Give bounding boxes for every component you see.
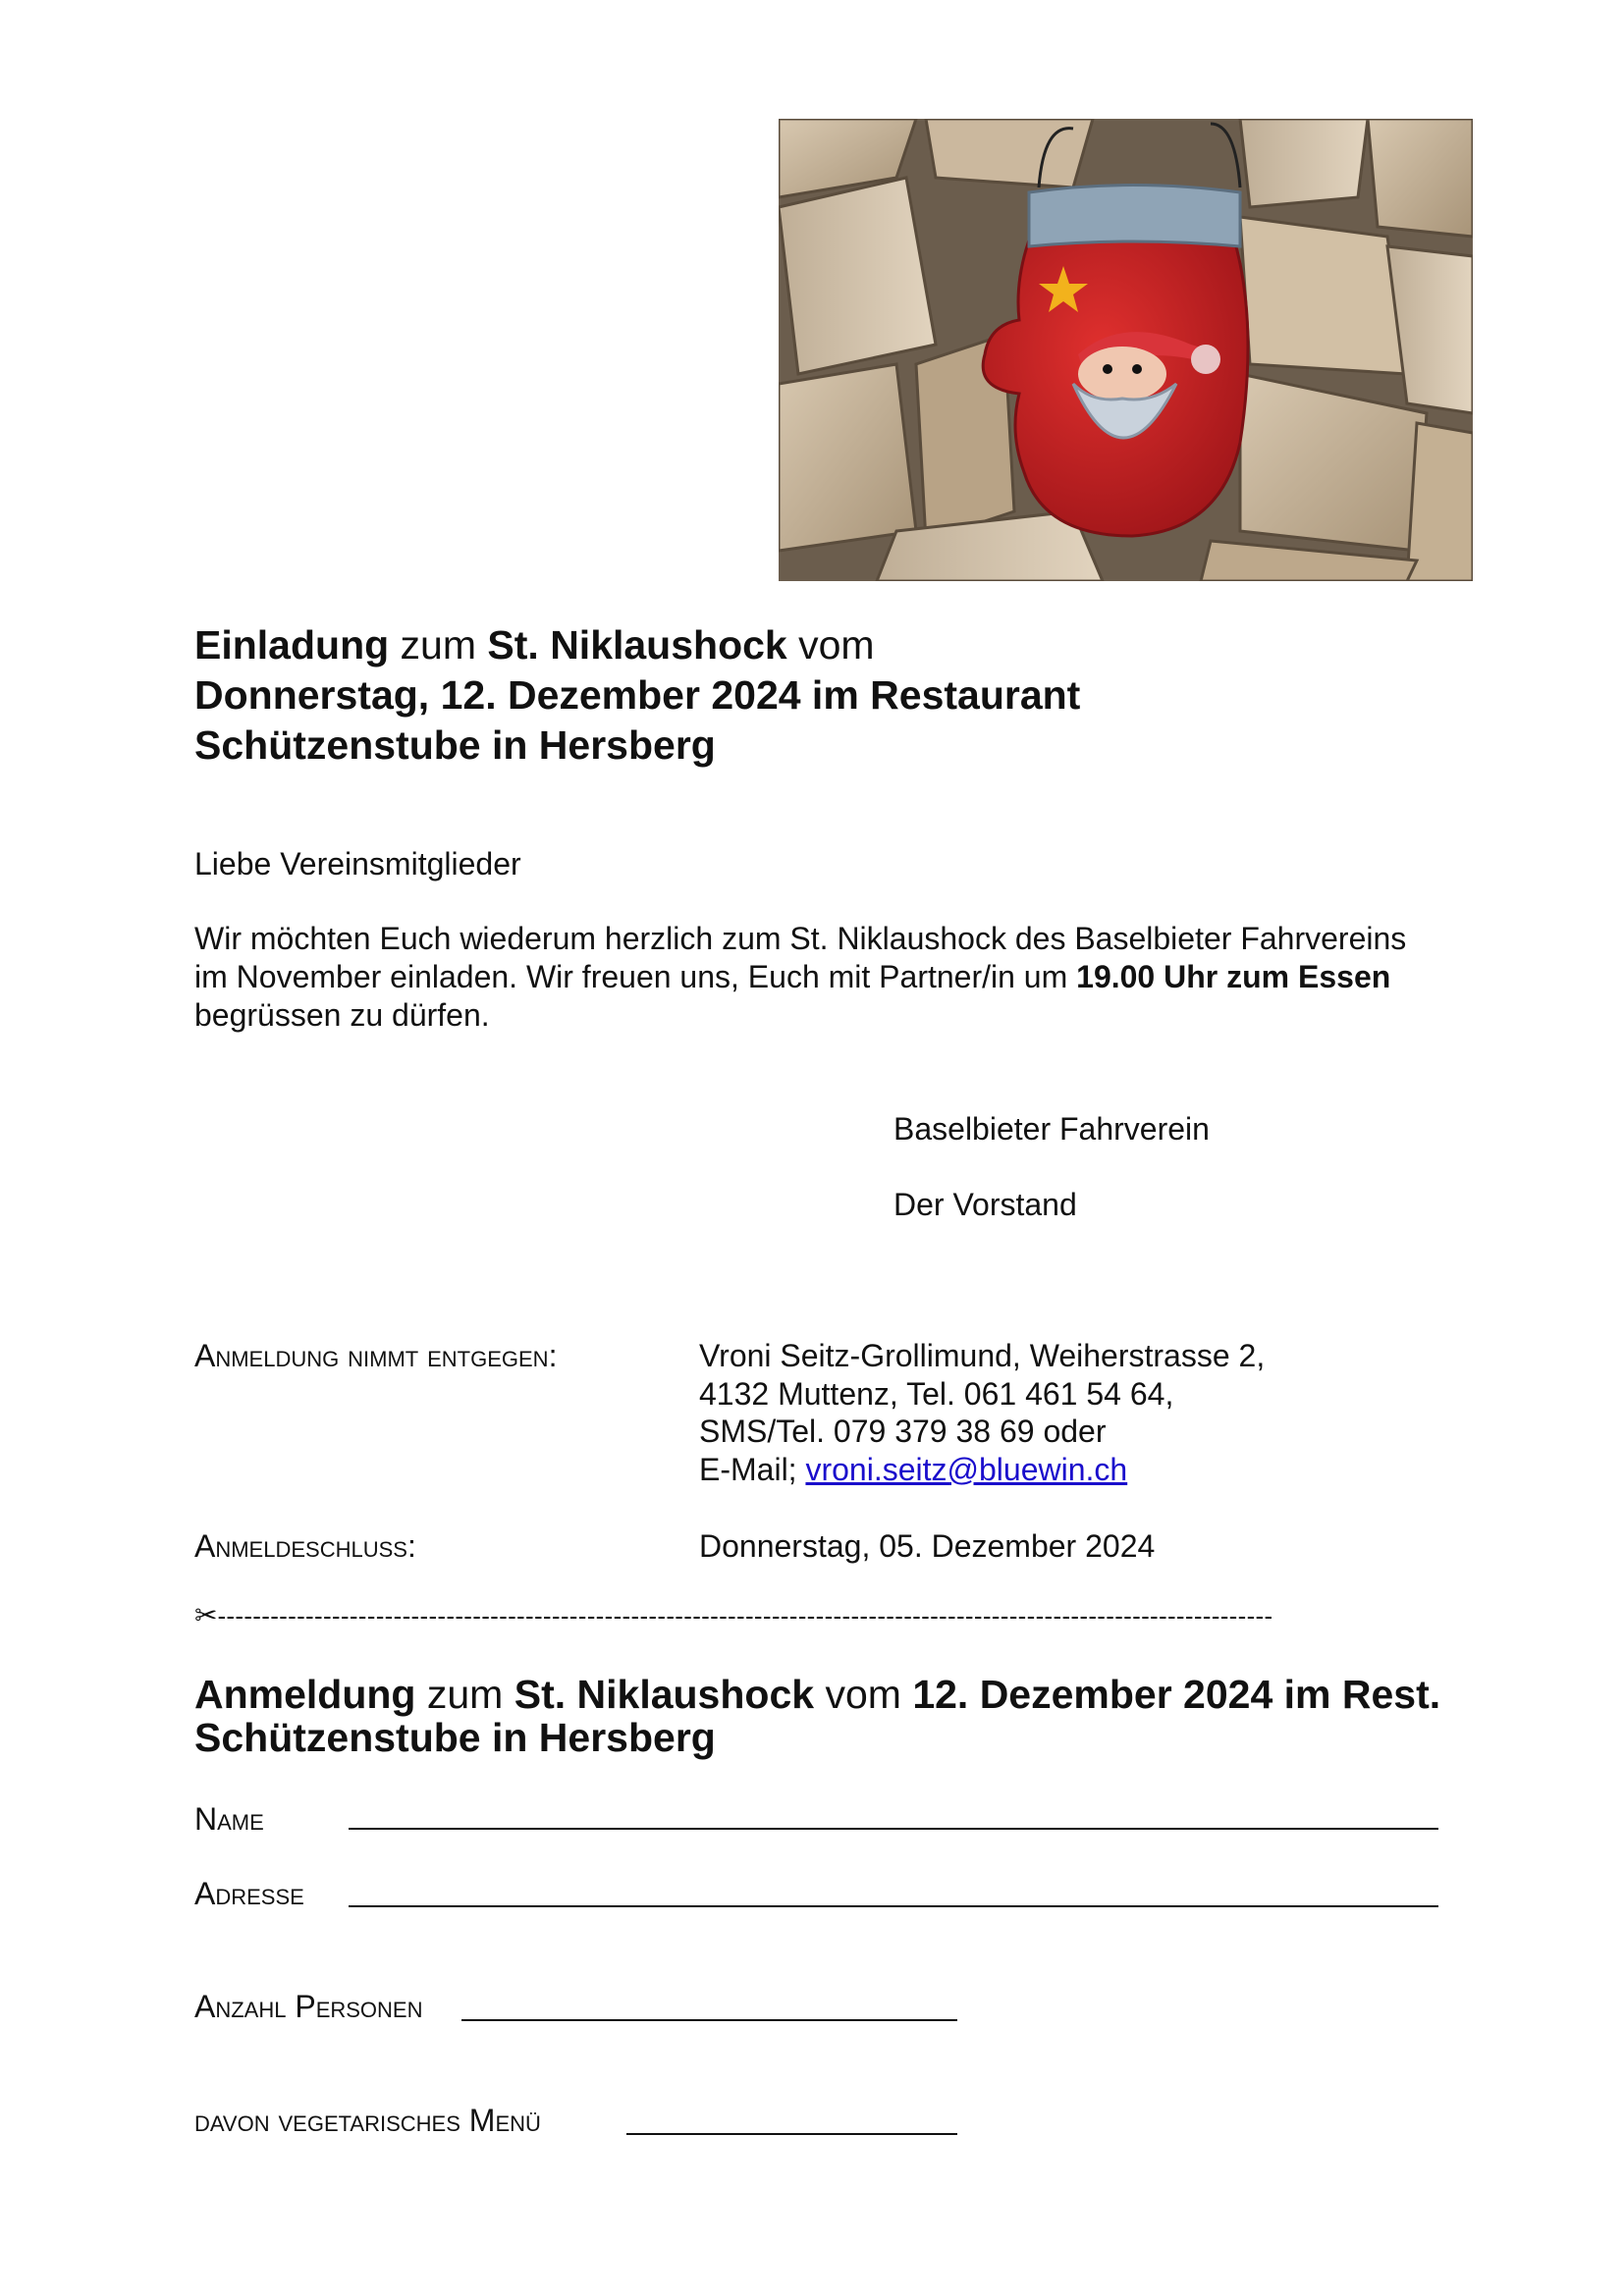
form-title-bold-anmeldung: Anmeldung	[194, 1672, 416, 1717]
deadline-label: Anmeldeschluss:	[194, 1528, 416, 1564]
form-title-line-2: Schützenstube in Hersberg	[194, 1715, 716, 1760]
form-title-bold-event: St. Niklaushock	[514, 1672, 815, 1717]
title-text-vom: vom	[786, 622, 875, 667]
paragraph-text: im November einladen. Wir freuen uns, Euch mit Partner/in um	[194, 959, 1077, 994]
invitation-paragraph-line-3: begrüssen zu dürfen.	[194, 997, 490, 1033]
name-label: Name	[194, 1801, 264, 1837]
address-field-line[interactable]	[349, 1905, 1438, 1907]
greeting: Liebe Vereinsmitglieder	[194, 846, 521, 881]
persons-field-line[interactable]	[461, 2019, 957, 2021]
form-title-bold-date: 12. Dezember 2024 im Rest.	[912, 1672, 1441, 1717]
title-bold-event: St. Niklaushock	[487, 622, 787, 667]
contact-line-2: 4132 Muttenz, Tel. 061 461 54 64,	[699, 1376, 1174, 1412]
deadline-value: Donnerstag, 05. Dezember 2024	[699, 1528, 1156, 1564]
title-text-zum: zum	[389, 622, 488, 667]
cut-line	[194, 1600, 1272, 1631]
form-title-text-zum: zum	[415, 1672, 514, 1717]
name-field-line[interactable]	[349, 1828, 1438, 1830]
email-link[interactable]: vroni.seitz@bluewin.ch	[805, 1452, 1128, 1487]
email-prefix: E-Mail;	[699, 1452, 806, 1487]
contact-email-line	[699, 1451, 1127, 1489]
address-label: Adresse	[194, 1876, 304, 1911]
persons-label: Anzahl Personen	[194, 1989, 423, 2024]
invitation-paragraph-line-2	[194, 958, 1390, 996]
mitten-photo	[779, 119, 1473, 581]
vegetarian-label: davon vegetarisches Menü	[194, 2103, 541, 2138]
invitation-title-line-1	[194, 620, 875, 670]
signature-org: Baselbieter Fahrverein	[893, 1111, 1210, 1147]
contact-line-3: SMS/Tel. 079 379 38 69 oder	[699, 1414, 1107, 1449]
invitation-title-line-2: Donnerstag, 12. Dezember 2024 im Restaurant	[194, 672, 1081, 718]
cut-dashes: ------------------------------------------------------------------------------------------------------------------------	[217, 1601, 1273, 1630]
vegetarian-field-line[interactable]	[626, 2133, 957, 2135]
invitation-title-line-3: Schützenstube in Hersberg	[194, 722, 716, 768]
scissors-icon: ✂	[194, 1600, 218, 1630]
title-bold-einladung: Einladung	[194, 622, 390, 667]
form-title-text-vom: vom	[814, 1672, 913, 1717]
paragraph-time-highlight: 19.00 Uhr zum Essen	[1076, 959, 1391, 994]
registration-label: Anmeldung nimmt entgegen:	[194, 1338, 558, 1373]
contact-line-1: Vroni Seitz-Grollimund, Weiherstrasse 2,	[699, 1338, 1266, 1373]
invitation-paragraph-line-1: Wir möchten Euch wiederum herzlich zum St. Niklaushock des Baselbieter Fahrvereins	[194, 921, 1407, 956]
signature-board: Der Vorstand	[893, 1187, 1077, 1222]
